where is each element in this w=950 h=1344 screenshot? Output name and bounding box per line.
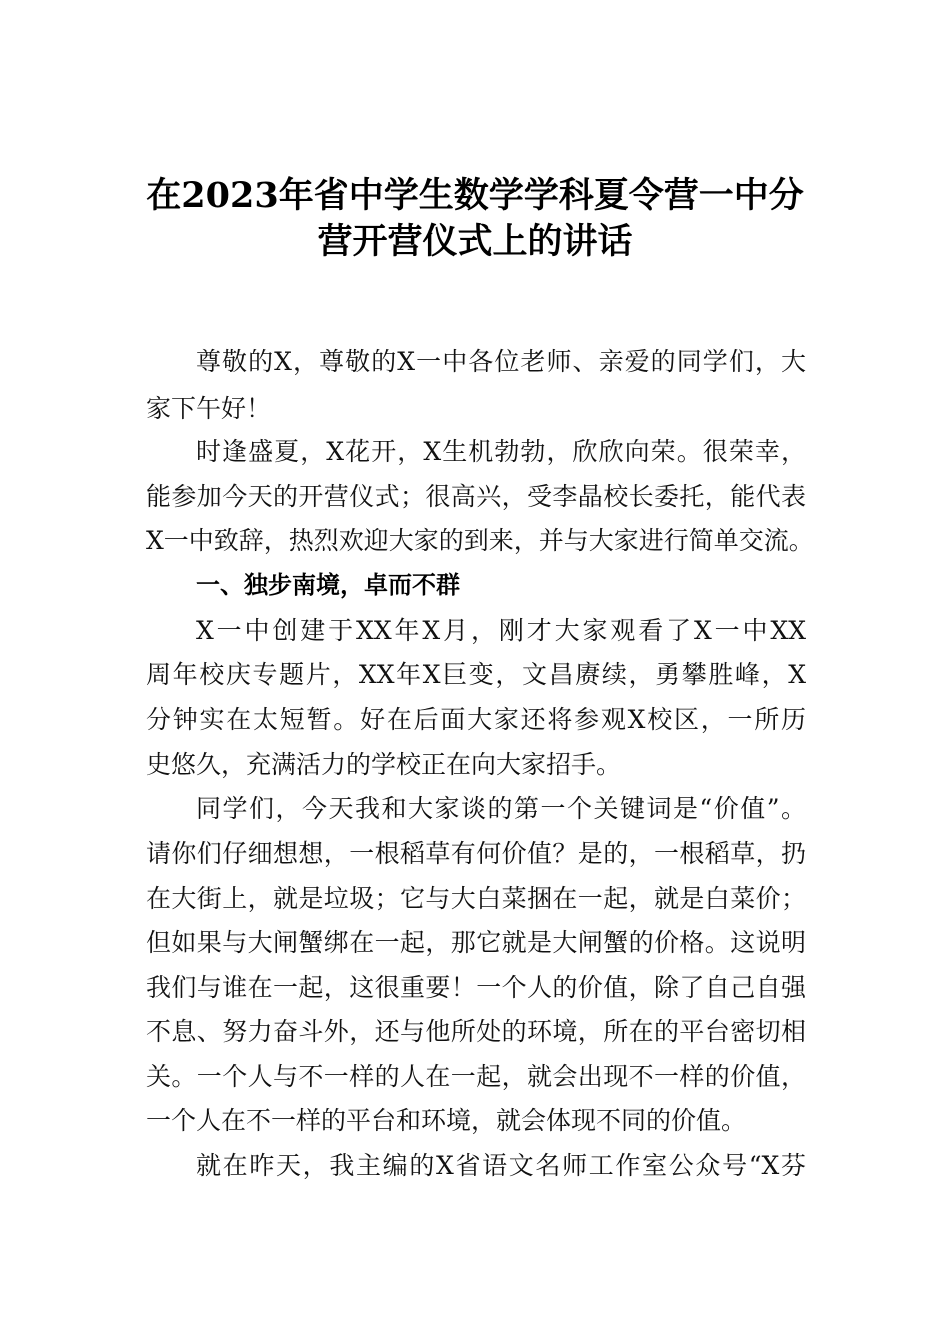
body-line: 家下午好！ [146,394,272,423]
body-line: 在大街上，就是垃圾；它与大白菜捆在一起，就是白菜价； [146,884,806,913]
body-line: 同学们，今天我和大家谈的第一个关键词是“价值”。 [196,794,806,823]
body-line: 请你们仔细想想，一根稻草有何价值？是的，一根稻草，扔 [146,839,806,868]
body-line: X一中致辞，热烈欢迎大家的到来，并与大家进行简单交流。 [146,526,814,555]
body-line: 周年校庆专题片，XX年X巨变，文昌赓续，勇攀胜峰，X [146,660,806,689]
body-line: 史悠久，充满活力的学校正在向大家招手。 [146,750,622,779]
body-line: 就在昨天，我主编的X省语文名师工作室公众号“X芬 [196,1151,806,1180]
document-title-line-1: 在2023年省中学生数学学科夏令营一中分 [146,175,804,216]
body-line: 尊敬的X，尊敬的X一中各位老师、亲爱的同学们，大 [196,347,806,376]
document-title-line-2: 营开营仪式上的讲话 [317,221,633,262]
body-line: X一中创建于XX年X月，刚才大家观看了X一中XX [196,616,806,645]
body-line: 时逢盛夏，X花开，X生机勃勃，欣欣向荣。很荣幸， [196,437,806,466]
section-heading: 一、独步南境，卓而不群 [196,571,460,599]
body-line: 不息、努力奋斗外，还与他所处的环境，所在的平台密切相 [146,1017,806,1046]
body-line: 一个人在不一样的平台和环境，就会体现不同的价值。 [146,1106,747,1135]
body-line: 关。一个人与不一样的人在一起，就会出现不一样的价值， [146,1062,806,1091]
body-line: 分钟实在太短暂。好在后面大家还将参观X校区，一所历 [146,705,806,734]
body-line: 但如果与大闸蟹绑在一起，那它就是大闸蟹的价格。这说明 [146,928,806,957]
body-line: 我们与谁在一起，这很重要！一个人的价值，除了自己自强 [146,973,806,1002]
body-line: 能参加今天的开营仪式；很高兴，受李晶校长委托，能代表 [146,482,806,511]
